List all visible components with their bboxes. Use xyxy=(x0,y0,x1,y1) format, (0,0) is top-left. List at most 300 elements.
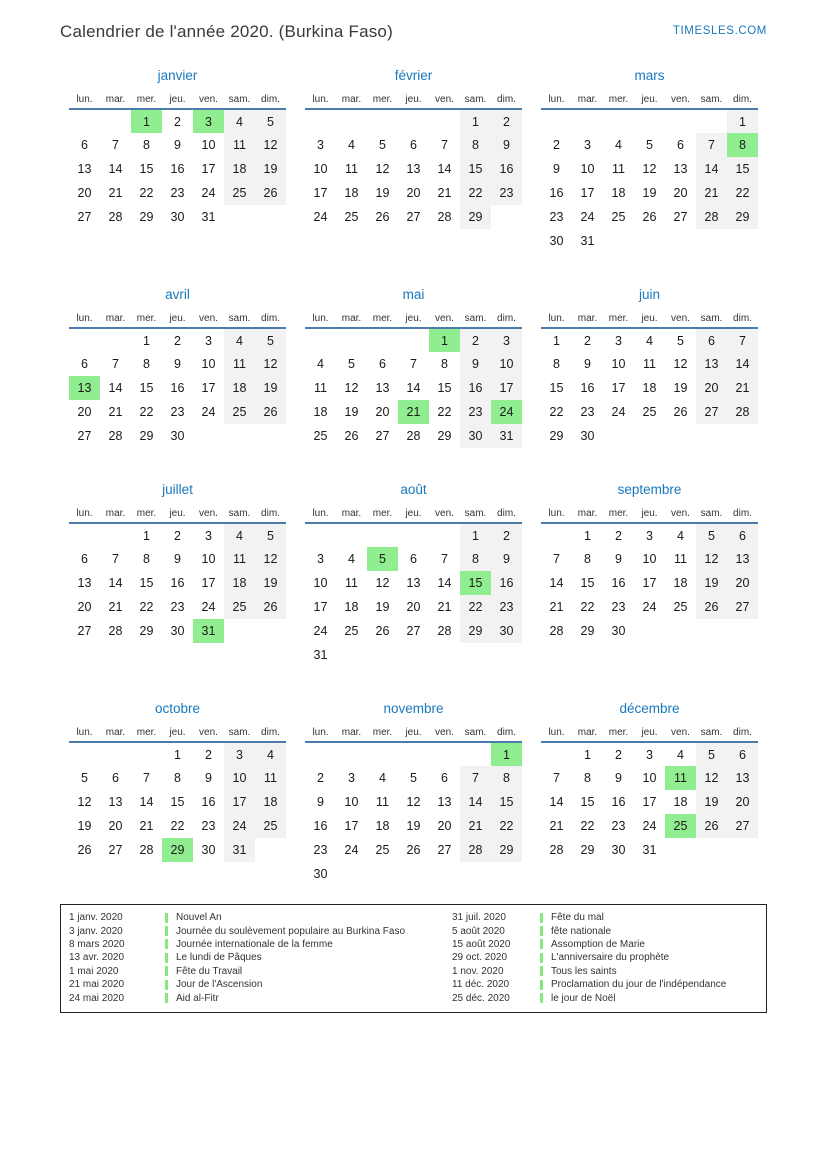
empty-cell xyxy=(367,523,398,547)
month-title: février xyxy=(394,68,433,83)
date-cell: 26 xyxy=(642,210,657,224)
weekday-label: ven. xyxy=(193,310,224,328)
date-cell: 23 xyxy=(460,400,491,424)
weekday-header-row xyxy=(305,724,522,742)
date-cell: 27 xyxy=(673,210,688,224)
date-cell: 3 xyxy=(224,742,255,766)
date-cell: 15 xyxy=(139,162,154,176)
legend-name: Jour de l'Ascension xyxy=(176,979,263,991)
date-cell: 10 xyxy=(344,795,359,809)
date-cell: 6 xyxy=(727,523,758,547)
date-cell: 28 xyxy=(549,843,564,857)
week-row xyxy=(305,157,522,181)
date-cell: 16 xyxy=(611,795,626,809)
date-cell: 7 xyxy=(112,138,119,152)
empty-cell xyxy=(398,742,429,766)
date-cell: 8 xyxy=(174,771,181,785)
weekday-label: lun. xyxy=(69,310,100,328)
empty-cell xyxy=(634,619,665,643)
week-row xyxy=(541,109,758,133)
legend-row xyxy=(69,951,452,964)
date-cell: 27 xyxy=(77,624,92,638)
month-table xyxy=(69,91,286,229)
week-row xyxy=(541,157,758,181)
week-row xyxy=(541,229,758,253)
date-cell: 21 xyxy=(108,600,123,614)
date-cell: 3 xyxy=(615,333,622,348)
date-cell: 16 xyxy=(491,157,522,181)
date-cell: 4 xyxy=(646,333,653,348)
week-row xyxy=(69,595,286,619)
empty-cell xyxy=(131,742,162,766)
legend-name: Aid al-Fitr xyxy=(176,992,219,1004)
date-cell: 20 xyxy=(727,571,758,595)
weekday-label: jeu. xyxy=(634,724,665,742)
weekday-label: mar. xyxy=(100,724,131,742)
empty-cell xyxy=(634,109,665,133)
date-cell: 4 xyxy=(224,523,255,547)
date-cell: 30 xyxy=(611,624,626,638)
date-cell: 13 xyxy=(437,795,452,809)
empty-cell xyxy=(100,328,131,352)
date-cell: 28 xyxy=(437,210,452,224)
empty-cell xyxy=(193,424,224,448)
week-row xyxy=(305,376,522,400)
date-cell: 11 xyxy=(345,576,358,590)
date-cell: 26 xyxy=(696,595,727,619)
date-cell: 1 xyxy=(460,523,491,547)
week-row xyxy=(305,619,522,643)
weekday-label: sam. xyxy=(696,310,727,328)
weekday-label: mar. xyxy=(572,310,603,328)
date-cell: 21 xyxy=(696,181,727,205)
week-row xyxy=(305,862,522,886)
date-cell: 1 xyxy=(143,333,150,348)
weekday-label: mer. xyxy=(603,91,634,109)
date-cell: 28 xyxy=(406,429,421,443)
date-cell: 2 xyxy=(553,138,560,152)
month-title: novembre xyxy=(383,701,444,716)
date-cell: 3 xyxy=(584,138,591,152)
empty-cell xyxy=(367,862,398,886)
date-cell: 3 xyxy=(205,528,212,543)
legend-row xyxy=(69,911,452,924)
date-cell: 8 xyxy=(491,766,522,790)
empty-cell xyxy=(491,205,522,229)
date-cell: 7 xyxy=(410,357,417,371)
holiday-date-cell: 8 xyxy=(727,133,758,157)
date-cell: 4 xyxy=(255,742,286,766)
date-cell: 29 xyxy=(139,429,154,443)
weekday-label: lun. xyxy=(541,505,572,523)
date-cell: 21 xyxy=(108,186,123,200)
date-cell: 15 xyxy=(580,795,595,809)
date-cell: 6 xyxy=(379,357,386,371)
date-cell: 8 xyxy=(143,357,150,371)
week-row xyxy=(305,547,522,571)
weekday-label: ven. xyxy=(429,505,460,523)
legend-row xyxy=(69,924,452,937)
week-row xyxy=(541,523,758,547)
month-title: juillet xyxy=(162,482,193,497)
date-cell: 2 xyxy=(174,528,181,543)
date-cell: 24 xyxy=(201,600,216,614)
legend-name: Tous les saints xyxy=(551,965,617,977)
date-cell: 7 xyxy=(441,552,448,566)
empty-cell xyxy=(100,742,131,766)
date-cell: 29 xyxy=(580,843,595,857)
date-cell: 20 xyxy=(108,819,123,833)
weekday-label: sam. xyxy=(696,724,727,742)
date-cell: 6 xyxy=(81,138,88,152)
holiday-date-cell: 25 xyxy=(665,814,696,838)
weekday-label: mar. xyxy=(572,724,603,742)
empty-cell xyxy=(429,643,460,667)
weekday-label: sam. xyxy=(460,505,491,523)
date-cell: 27 xyxy=(406,624,421,638)
date-cell: 15 xyxy=(580,576,595,590)
date-cell: 4 xyxy=(348,138,355,152)
weekday-label: mer. xyxy=(603,724,634,742)
date-cell: 23 xyxy=(201,819,216,833)
date-cell: 28 xyxy=(139,843,154,857)
date-cell: 16 xyxy=(460,376,491,400)
date-cell: 19 xyxy=(255,571,286,595)
weekday-label: sam. xyxy=(696,505,727,523)
week-row xyxy=(69,133,286,157)
week-row xyxy=(69,376,286,400)
date-cell: 17 xyxy=(580,186,595,200)
holiday-marker-icon xyxy=(165,980,168,990)
month-fevrier xyxy=(296,68,531,229)
date-cell: 25 xyxy=(344,624,359,638)
date-cell: 26 xyxy=(696,814,727,838)
weekday-label: mar. xyxy=(336,310,367,328)
date-cell: 2 xyxy=(317,771,324,785)
date-cell: 3 xyxy=(317,552,324,566)
empty-cell xyxy=(367,328,398,352)
date-cell: 16 xyxy=(580,381,595,395)
weekday-label: ven. xyxy=(665,91,696,109)
date-cell: 21 xyxy=(727,376,758,400)
empty-cell xyxy=(224,205,255,229)
date-cell: 12 xyxy=(344,381,359,395)
empty-cell xyxy=(541,109,572,133)
date-cell: 26 xyxy=(255,595,286,619)
month-decembre xyxy=(532,701,767,862)
date-cell: 28 xyxy=(437,624,452,638)
weekday-label: jeu. xyxy=(634,310,665,328)
weekday-label: sam. xyxy=(460,310,491,328)
month-title: octobre xyxy=(154,701,201,716)
date-cell: 25 xyxy=(255,814,286,838)
date-cell: 28 xyxy=(108,210,123,224)
weekday-header-row xyxy=(69,310,286,328)
week-row xyxy=(69,838,286,862)
month-title: décembre xyxy=(619,701,680,716)
week-row xyxy=(541,838,758,862)
month-title: août xyxy=(400,482,427,497)
date-cell: 11 xyxy=(376,795,389,809)
month-table xyxy=(69,310,286,448)
date-cell: 9 xyxy=(317,795,324,809)
date-cell: 10 xyxy=(491,352,522,376)
date-cell: 22 xyxy=(549,405,564,419)
holiday-marker-icon xyxy=(165,993,168,1003)
legend-name: Proclamation du jour de l'indépendance xyxy=(551,979,727,991)
legend-row xyxy=(452,911,758,924)
weekday-label: mar. xyxy=(336,724,367,742)
date-cell: 15 xyxy=(437,381,452,395)
weekday-label: mar. xyxy=(100,91,131,109)
month-janvier xyxy=(60,68,295,229)
date-cell: 8 xyxy=(460,133,491,157)
empty-cell xyxy=(398,523,429,547)
week-row xyxy=(69,157,286,181)
date-cell: 9 xyxy=(491,547,522,571)
date-cell: 27 xyxy=(696,400,727,424)
empty-cell xyxy=(367,109,398,133)
date-cell: 22 xyxy=(460,181,491,205)
holiday-marker-icon xyxy=(540,939,543,949)
date-cell: 9 xyxy=(174,357,181,371)
date-cell: 22 xyxy=(437,405,452,419)
month-mai xyxy=(296,287,531,448)
empty-cell xyxy=(255,424,286,448)
week-row xyxy=(541,742,758,766)
date-cell: 5 xyxy=(696,742,727,766)
holiday-date-cell: 24 xyxy=(491,400,522,424)
week-row xyxy=(541,571,758,595)
holiday-date-cell: 31 xyxy=(193,619,224,643)
weekday-label: mer. xyxy=(131,310,162,328)
weekday-label: ven. xyxy=(193,505,224,523)
empty-cell xyxy=(69,742,100,766)
date-cell: 10 xyxy=(224,766,255,790)
date-cell: 1 xyxy=(553,333,560,348)
holiday-date-cell: 1 xyxy=(491,742,522,766)
week-row xyxy=(305,571,522,595)
date-cell: 18 xyxy=(375,819,390,833)
date-cell: 7 xyxy=(441,138,448,152)
date-cell: 18 xyxy=(344,186,359,200)
date-cell: 10 xyxy=(201,138,216,152)
date-cell: 14 xyxy=(108,162,123,176)
empty-cell xyxy=(665,424,696,448)
date-cell: 28 xyxy=(549,624,564,638)
weekday-label: dim. xyxy=(255,310,286,328)
legend-row xyxy=(452,991,758,1004)
date-cell: 7 xyxy=(143,771,150,785)
weekday-label: ven. xyxy=(429,91,460,109)
date-cell: 22 xyxy=(580,600,595,614)
weekday-header-row xyxy=(541,310,758,328)
date-cell: 6 xyxy=(112,771,119,785)
weekday-label: jeu. xyxy=(162,91,193,109)
week-row xyxy=(541,424,758,448)
date-cell: 15 xyxy=(139,576,154,590)
date-cell: 19 xyxy=(375,600,390,614)
month-table xyxy=(305,505,522,667)
date-cell: 5 xyxy=(677,333,684,348)
empty-cell xyxy=(491,862,522,886)
weekday-header-row xyxy=(541,505,758,523)
date-cell: 26 xyxy=(406,843,421,857)
weekday-label: dim. xyxy=(255,91,286,109)
weekday-label: dim. xyxy=(727,91,758,109)
date-cell: 13 xyxy=(406,162,421,176)
date-cell: 24 xyxy=(580,210,595,224)
month-juin xyxy=(532,287,767,448)
weekday-label: ven. xyxy=(429,724,460,742)
date-cell: 4 xyxy=(317,357,324,371)
date-cell: 30 xyxy=(549,234,564,248)
site-link[interactable]: TIMESLES.COM xyxy=(672,25,767,37)
week-row xyxy=(69,400,286,424)
date-cell: 30 xyxy=(201,843,216,857)
empty-cell xyxy=(491,643,522,667)
legend-date: 1 nov. 2020 xyxy=(452,965,504,977)
legend-row xyxy=(452,978,758,991)
date-cell: 7 xyxy=(696,133,727,157)
empty-cell xyxy=(367,643,398,667)
date-cell: 8 xyxy=(441,357,448,371)
date-cell: 23 xyxy=(549,210,564,224)
month-title: mai xyxy=(402,287,425,302)
date-cell: 25 xyxy=(224,595,255,619)
empty-cell xyxy=(429,742,460,766)
empty-cell xyxy=(398,109,429,133)
empty-cell xyxy=(305,742,336,766)
weekday-label: jeu. xyxy=(398,505,429,523)
empty-cell xyxy=(696,619,727,643)
date-cell: 6 xyxy=(696,328,727,352)
empty-cell xyxy=(727,424,758,448)
weekday-label: mer. xyxy=(367,724,398,742)
date-cell: 11 xyxy=(224,133,255,157)
date-cell: 2 xyxy=(174,333,181,348)
date-cell: 7 xyxy=(727,328,758,352)
date-cell: 16 xyxy=(491,571,522,595)
legend-date: 8 mars 2020 xyxy=(69,938,125,950)
date-cell: 13 xyxy=(108,795,123,809)
empty-cell xyxy=(696,229,727,253)
date-cell: 1 xyxy=(584,747,591,762)
date-cell: 19 xyxy=(344,405,359,419)
weekday-label: lun. xyxy=(305,310,336,328)
date-cell: 13 xyxy=(406,576,421,590)
week-row xyxy=(541,814,758,838)
date-cell: 12 xyxy=(255,547,286,571)
week-row xyxy=(305,352,522,376)
date-cell: 10 xyxy=(611,357,626,371)
date-cell: 1 xyxy=(727,109,758,133)
week-row xyxy=(305,814,522,838)
date-cell: 30 xyxy=(170,429,185,443)
empty-cell xyxy=(398,862,429,886)
weekday-label: lun. xyxy=(305,91,336,109)
date-cell: 2 xyxy=(460,328,491,352)
date-cell: 12 xyxy=(375,162,390,176)
date-cell: 18 xyxy=(224,376,255,400)
holiday-marker-icon xyxy=(540,913,543,923)
date-cell: 21 xyxy=(549,600,564,614)
weekday-label: lun. xyxy=(69,505,100,523)
date-cell: 18 xyxy=(642,381,657,395)
date-cell: 27 xyxy=(375,429,390,443)
date-cell: 14 xyxy=(108,381,123,395)
weekday-label: mer. xyxy=(131,505,162,523)
month-title: juin xyxy=(638,287,660,302)
week-row xyxy=(541,766,758,790)
holiday-marker-icon xyxy=(165,913,168,923)
empty-cell xyxy=(541,523,572,547)
weekday-label: ven. xyxy=(665,505,696,523)
week-row xyxy=(541,619,758,643)
date-cell: 19 xyxy=(696,571,727,595)
weekday-label: ven. xyxy=(193,91,224,109)
date-cell: 15 xyxy=(549,381,564,395)
date-cell: 15 xyxy=(460,157,491,181)
weekday-label: mar. xyxy=(572,505,603,523)
date-cell: 6 xyxy=(727,742,758,766)
date-cell: 24 xyxy=(642,819,657,833)
weekday-label: dim. xyxy=(727,505,758,523)
week-row xyxy=(69,619,286,643)
date-cell: 11 xyxy=(612,162,625,176)
date-cell: 27 xyxy=(108,843,123,857)
date-cell: 13 xyxy=(673,162,688,176)
date-cell: 25 xyxy=(224,400,255,424)
empty-cell xyxy=(696,424,727,448)
date-cell: 24 xyxy=(224,814,255,838)
empty-cell xyxy=(255,205,286,229)
legend-name: L'anniversaire du prophète xyxy=(551,952,670,964)
date-cell: 15 xyxy=(491,790,522,814)
legend-row xyxy=(452,924,758,937)
date-cell: 15 xyxy=(139,381,154,395)
empty-cell xyxy=(665,109,696,133)
date-cell: 21 xyxy=(460,814,491,838)
date-cell: 25 xyxy=(375,843,390,857)
date-cell: 4 xyxy=(224,328,255,352)
date-cell: 6 xyxy=(410,552,417,566)
empty-cell xyxy=(696,109,727,133)
date-cell: 12 xyxy=(673,357,688,371)
date-cell: 17 xyxy=(313,186,328,200)
date-cell: 21 xyxy=(549,819,564,833)
weekday-label: dim. xyxy=(727,724,758,742)
weekday-label: jeu. xyxy=(162,724,193,742)
legend-date: 21 mai 2020 xyxy=(69,979,125,991)
empty-cell xyxy=(336,742,367,766)
date-cell: 2 xyxy=(615,528,622,543)
date-cell: 29 xyxy=(460,619,491,643)
date-cell: 4 xyxy=(224,109,255,133)
legend-date: 15 août 2020 xyxy=(452,938,511,950)
date-cell: 20 xyxy=(727,790,758,814)
date-cell: 18 xyxy=(344,600,359,614)
date-cell: 14 xyxy=(437,162,452,176)
weekday-label: jeu. xyxy=(398,91,429,109)
weekday-header-row xyxy=(541,724,758,742)
date-cell: 20 xyxy=(406,600,421,614)
date-cell: 22 xyxy=(460,595,491,619)
date-cell: 24 xyxy=(611,405,626,419)
empty-cell xyxy=(69,109,100,133)
legend-row xyxy=(69,991,452,1004)
weekday-label: mar. xyxy=(100,310,131,328)
